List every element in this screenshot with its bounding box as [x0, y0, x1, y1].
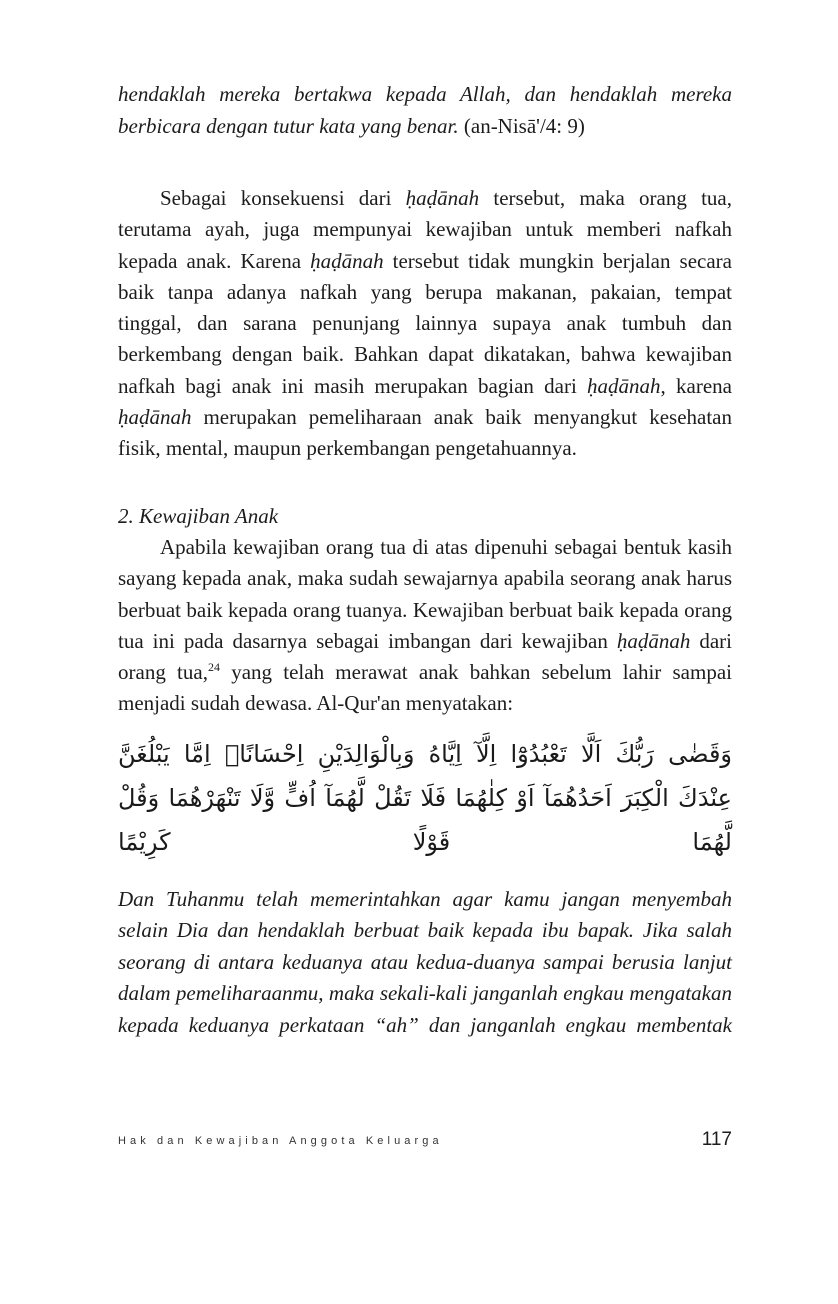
term-hadanah: ḥaḍānah	[616, 628, 691, 653]
paragraph-nafkah	[118, 183, 732, 465]
paragraph-kewajiban-anak	[118, 532, 732, 720]
running-title: Hak dan Kewajiban Anggota Keluarga	[118, 1135, 443, 1147]
verse-translation: Dan Tuhanmu telah memerintahkan agar kamu jangan menyembah selain Dia dan hendaklah berbuat baik kepada ibu bapak. Jika salah seorang di antara keduanya atau kedua-duanya sampai berusia lanjut dalam pemeliharaanmu, maka sekali-kali janganlah engkau mengatakan kepada keduanya perkataan “ah” dan janganlah engkau membentak	[118, 886, 732, 1037]
paragraph-text: , karena	[660, 373, 732, 398]
footnote-marker[interactable]: 24	[207, 660, 220, 675]
term-hadanah: ḥaḍānah	[118, 405, 192, 430]
paragraph-text: dari orang tua,	[118, 628, 732, 685]
paragraph-text: tersebut tidak mungkin berjalan secara baik tanpa adanya nafkah yang berupa makanan, pakaian, tempat tinggal, dan sarana penunjang lainnya supaya anak tumbuh dan berkembang dengan baik. Bahkan dapat dikatakan, bahwa kewajiban nafkah bagi anak ini masih merupakan bagian dari	[118, 248, 732, 398]
translation-italic-text: hendaklah mereka bertakwa kepada Allah, dan hendaklah mereka berbicara dengan tutur kata yang benar.	[118, 82, 732, 138]
paragraph-text: merupakan pemeliharaan anak baik menyangkut kesehatan fisik, mental, maupun perkembangan pengetahuannya.	[118, 405, 732, 461]
arabic-verse: وَقَضٰى رَبُّكَ اَلَّا تَعْبُدُوْٓا اِلَّآ اِيَّاهُ وَبِالْوَالِدَيْنِ اِحْسَانًاۗ اِمَّا يَبْلُغَنَّ عِنْدَكَ الْكِبَرَ اَحَدُهُمَآ اَوْ كِلٰهُمَا فَلَا تَقُلْ لَّهُمَآ اُفٍّ وَّلَا تَنْهَرْهُمَا وَقُلْ لَّهُمَا قَوْلًا كَرِيْمًا	[118, 739, 732, 856]
verse-citation: (an-Nisā'/4: 9)	[463, 114, 585, 138]
paragraph-text: yang telah merawat anak bahkan sebelum lahir sampai menjadi sudah dewasa. Al-Qur'an menyatakan:	[118, 660, 732, 716]
term-hadanah: ḥaḍānah	[587, 373, 661, 398]
section-heading: 2. Kewajiban Anak	[118, 503, 279, 528]
paragraph-text: tersebut, maka orang tua, terutama ayah, juga mempunyai kewajiban untuk memberi nafkah kepada anak. Karena	[118, 186, 733, 273]
paragraph-text: Apabila kewajiban orang tua di atas dipenuhi sebagai bentuk kasih sayang kepada anak, maka sudah sewajarnya apabila seorang anak harus berbuat baik kepada orang tuanya. Kewajiban berbuat baik kepada orang tua ini pada dasarnya sebagai imbangan dari kewajiban	[118, 534, 732, 653]
page-footer	[118, 1129, 732, 1159]
page-number: 117	[701, 1129, 732, 1150]
quran-translation-continuation	[118, 78, 732, 142]
term-hadanah: ḥaḍānah	[405, 186, 480, 210]
term-hadanah: ḥaḍānah	[310, 248, 384, 273]
page-body	[118, 78, 732, 1041]
paragraph-text: Sebagai konsekuensi dari	[160, 186, 406, 210]
